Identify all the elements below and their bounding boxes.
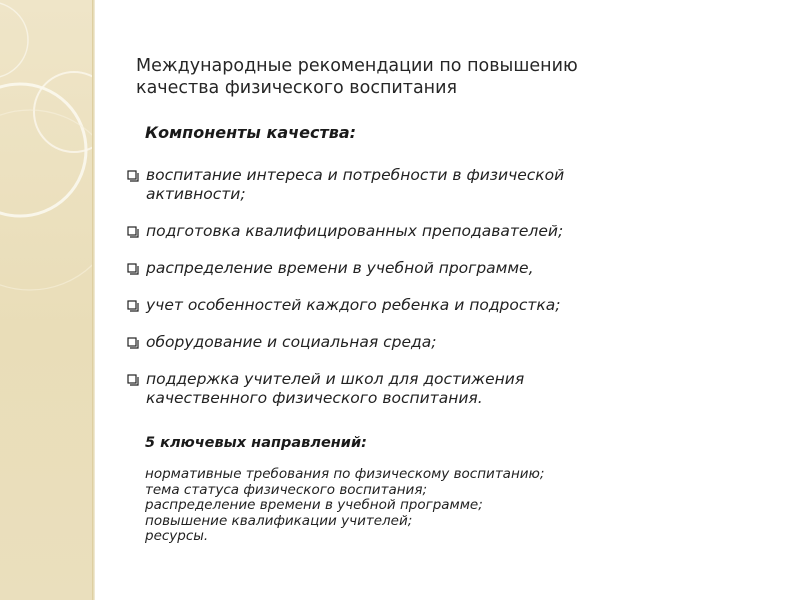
slide-title-line-2: качества физического воспитания (136, 78, 458, 98)
list-item-text-line-2: качественного физического воспитания. (146, 389, 483, 407)
list-item: распределение времени в учебной программе; (145, 497, 483, 513)
list-item-text: подготовка квалифицированных преподавателей; (146, 222, 564, 240)
list-item: тема статуса физического воспитания; (145, 481, 427, 498)
slide-title (136, 55, 736, 99)
list-item-text: учет особенностей каждого ребенка и подростка; (146, 296, 561, 314)
hollow-square-bullet-icon (127, 374, 139, 386)
components-list (127, 166, 707, 408)
directions-list (145, 467, 544, 545)
list-item (127, 333, 707, 352)
hollow-square-bullet-icon (127, 300, 139, 312)
side-panel-edge (92, 0, 95, 600)
decorative-rings (0, 0, 92, 600)
list-item (127, 259, 707, 278)
hollow-square-bullet-icon (127, 226, 139, 238)
list-item: ресурсы. (145, 528, 209, 544)
list-item-text-line-1: поддержка учителей и школ для достижения (146, 370, 525, 388)
list-item-text: оборудование и социальная среда; (146, 333, 437, 351)
list-item (127, 166, 707, 204)
hollow-square-bullet-icon (127, 337, 139, 349)
list-item-text-line-1: воспитание интереса и потребности в физической (146, 166, 565, 184)
list-item (127, 296, 707, 315)
list-item: нормативные требования по физическому воспитанию; (145, 466, 545, 482)
list-item (127, 370, 707, 408)
decorative-side-panel (0, 0, 92, 600)
list-item (127, 222, 707, 241)
hollow-square-bullet-icon (127, 170, 139, 182)
directions-heading: 5 ключевых направлений: (145, 435, 367, 451)
slide-title-line-1: Международные рекомендации по повышению (136, 56, 578, 76)
components-heading: Компоненты качества: (145, 123, 357, 142)
list-item-text-line-2: активности; (146, 185, 246, 203)
hollow-square-bullet-icon (127, 263, 139, 275)
list-item: повышение квалификации учителей; (145, 512, 413, 529)
list-item-text: распределение времени в учебной программе, (146, 259, 534, 277)
